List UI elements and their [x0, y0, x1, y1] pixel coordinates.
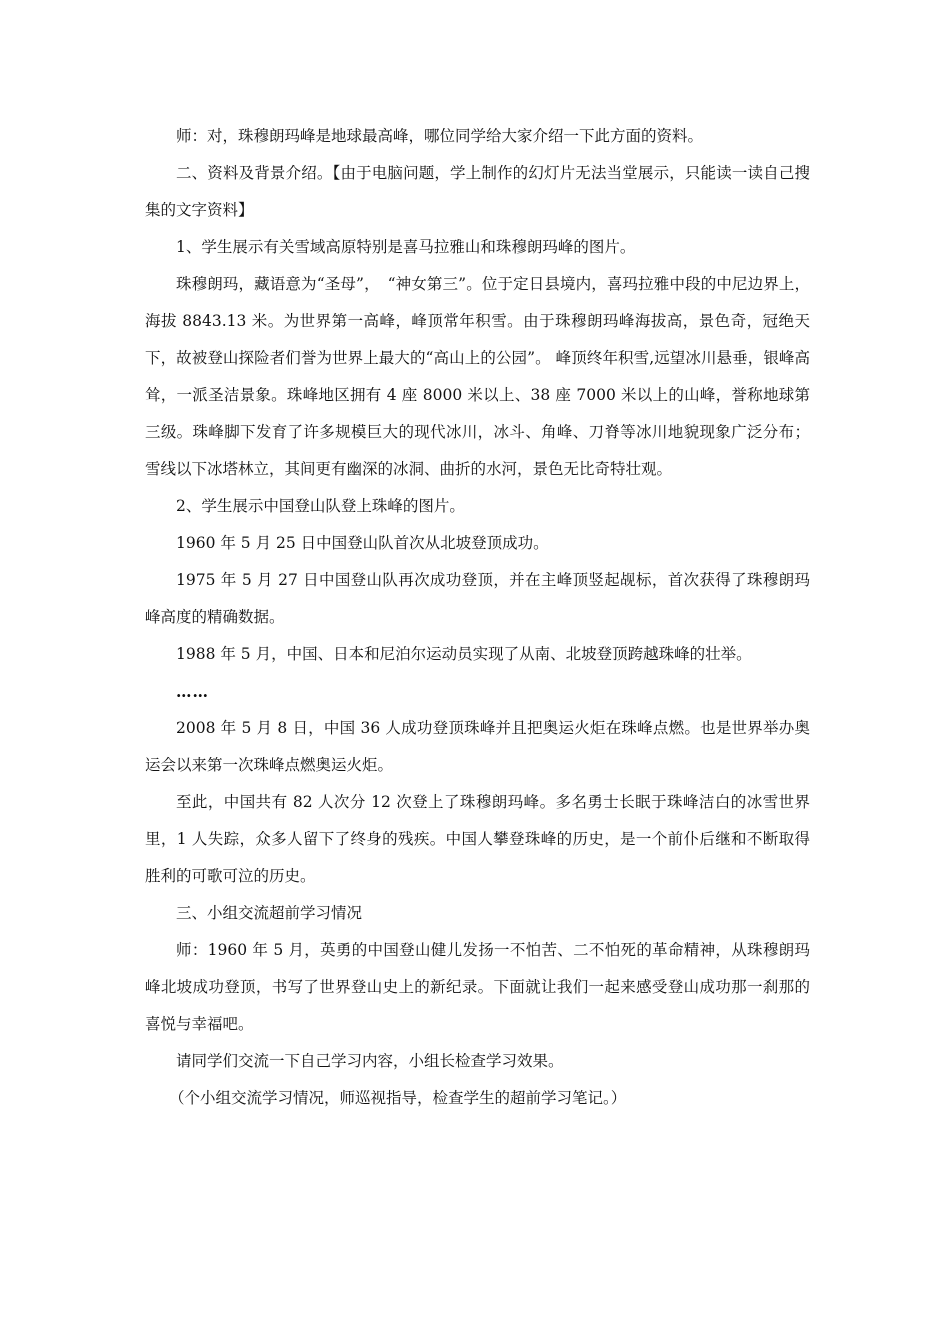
paragraph-everest-description: 珠穆朗玛，藏语意为“圣母”， “神女第三”。位于定日县境内，喜玛拉雅中段的中尼边界上，海拔 8843.13 米。为世界第一高峰，峰顶常年积雪。由于珠穆朗玛峰海拔高，景色奇，冠绝天下，故被登山探险者们誉为世界上最大的“高山上的公园”。 峰顶终年积雪,远望冰川悬垂，银峰高耸，一派圣洁景象。珠峰地区拥有 4 座 8000 米以上、38 座 7000 米以上的山峰，誉称地球第三级。珠峰脚下发育了许多规模巨大的现代冰川，冰斗、角峰、刀脊等冰川地貌现象广泛分布；雪线以下冰塔林立，其间更有幽深的冰洞、曲折的水河，景色无比奇特壮观。: [145, 275, 810, 478]
paragraph-1960-ascent: 1960 年 5 月 25 日中国登山队首次从北坡登顶成功。: [176, 534, 549, 552]
paragraph-2008-torch: 2008 年 5 月 8 日，中国 36 人成功登顶珠峰并且把奥运火炬在珠峰点燃。也是世界举办奥运会以来第一次珠峰点燃奥运火炬。: [145, 719, 810, 774]
paragraph-1975-ascent: 1975 年 5 月 27 日中国登山队再次成功登顶，并在主峰顶竖起觇标，首次获得了珠穆朗玛峰高度的精确数据。: [145, 571, 810, 626]
paragraph-section-three-heading: 三、小组交流超前学习情况: [176, 904, 363, 922]
ellipsis-separator: ……: [176, 682, 209, 701]
document-body: [145, 118, 810, 1117]
paragraph-1988-traverse: 1988 年 5 月，中国、日本和尼泊尔运动员实现了从南、北坡登顶跨越珠峰的壮举。: [176, 645, 752, 663]
paragraph-teacher-question: 师：对，珠穆朗玛峰是地球最高峰，哪位同学给大家介绍一下此方面的资料。: [176, 127, 704, 145]
paragraph-summary-history: 至此，中国共有 82 人次分 12 次登上了珠穆朗玛峰。多名勇士长眠于珠峰洁白的冰雪世界里，1 人失踪，众多人留下了终身的残疾。中国人攀登珠峰的历史，是一个前仆后继和不断取得胜利的可歌可泣的历史。: [145, 793, 810, 885]
paragraph-teacher-1960: 师：1960 年 5 月，英勇的中国登山健儿发扬一不怕苦、二不怕死的革命精神，从珠穆朗玛峰北坡成功登顶，书写了世界登山史上的新纪录。下面就让我们一起来感受登山成功那一刹那的喜悦与幸福吧。: [145, 941, 810, 1033]
paragraph-student-show-team: 2、学生展示中国登山队登上珠峰的图片。: [176, 497, 465, 515]
paragraph-group-activity-note: （个小组交流学习情况，师巡视指导，检查学生的超前学习笔记。）: [169, 1089, 627, 1107]
paragraph-group-instruction: 请同学们交流一下自己学习内容，小组长检查学习效果。: [176, 1052, 564, 1070]
paragraph-student-show-plateau: 1、学生展示有关雪域高原特别是喜马拉雅山和珠穆朗玛峰的图片。: [176, 238, 636, 256]
paragraph-section-two-heading: 二、资料及背景介绍。【由于电脑问题，学上制作的幻灯片无法当堂展示，只能读一读自己搜集的文字资料】: [145, 164, 810, 219]
